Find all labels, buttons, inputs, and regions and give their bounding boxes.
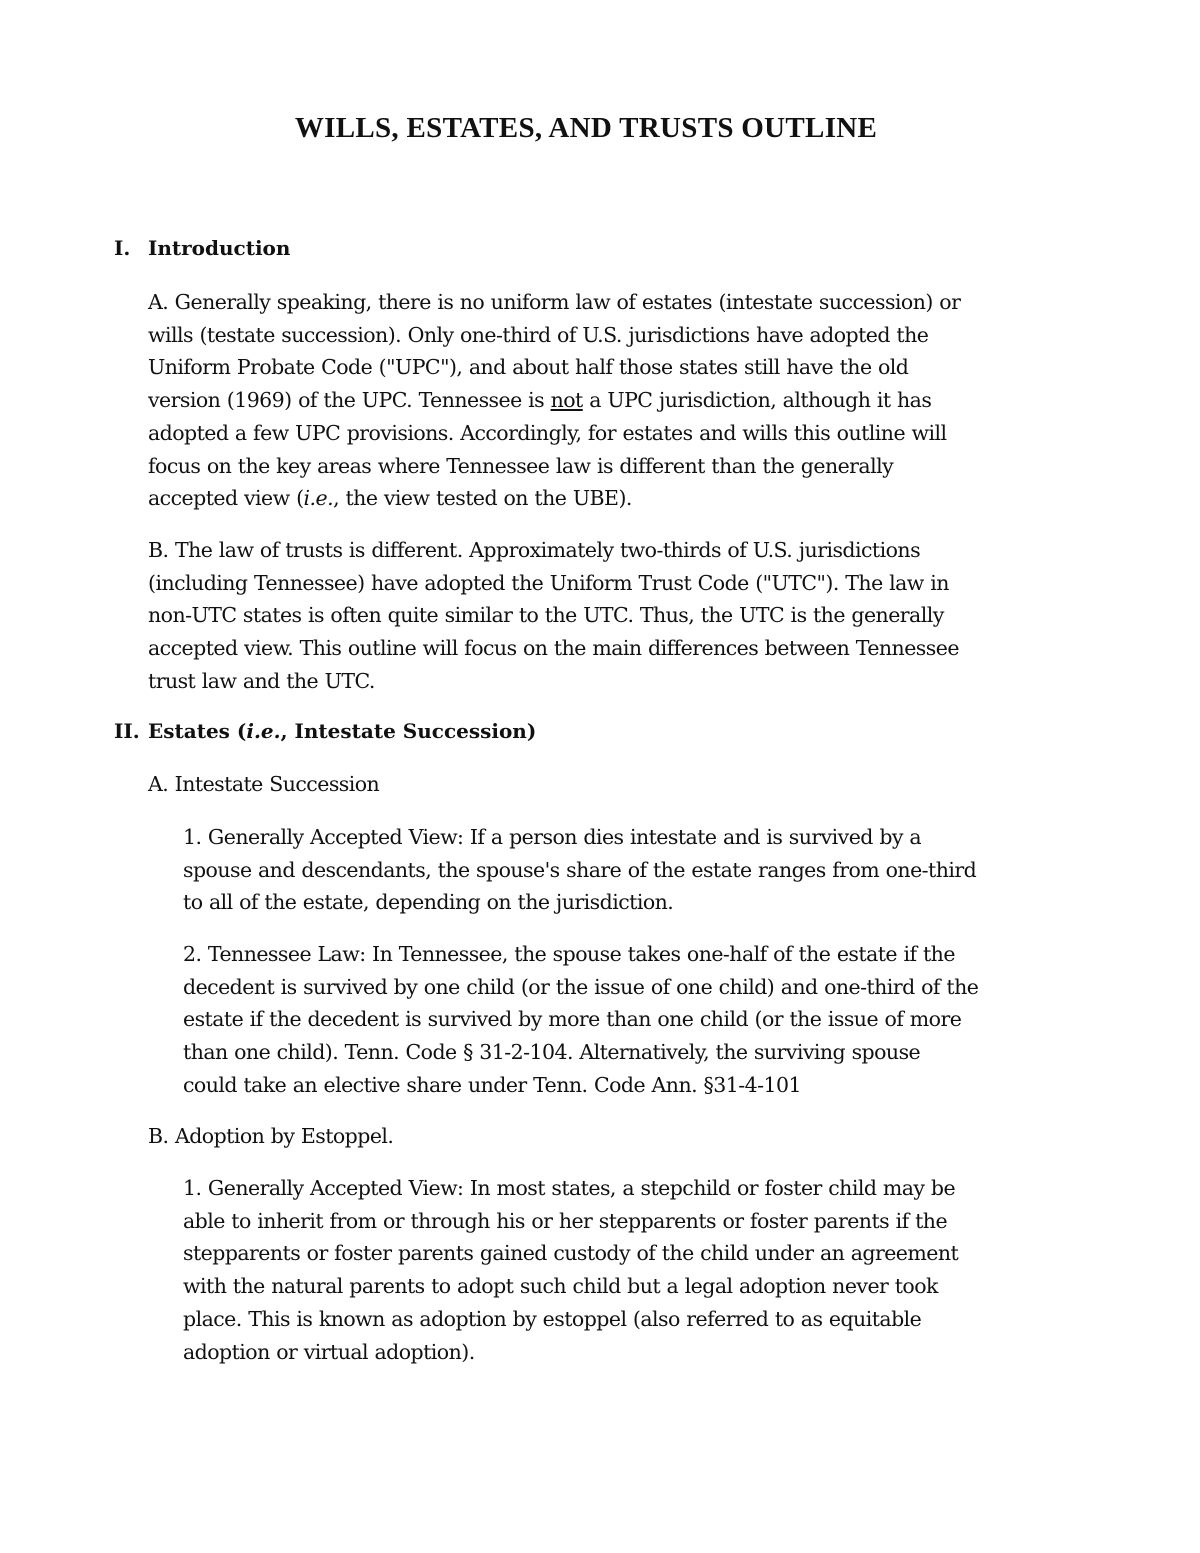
text-line: wills (testate succession). Only one-third of U.S. jurisdictions have adopted the xyxy=(148,322,929,347)
paragraph-tennessee-law xyxy=(183,938,978,1102)
text-line: Uniform Probate Code ("UPC"), and about half those states still have the old xyxy=(148,355,909,380)
text-run: version (1969) of the UPC. Tennessee is xyxy=(148,388,551,413)
text-line: spouse and descendants, the spouse's share of the estate ranges from one-third xyxy=(183,857,977,882)
subheading-adoption-by-estoppel xyxy=(148,1120,393,1153)
text-line: A. Generally speaking, there is no uniform law of estates (intestate succession) or xyxy=(148,290,961,314)
section-heading-introduction xyxy=(114,236,290,260)
text-line: A. Intestate Succession xyxy=(148,772,380,796)
text-line: adoption or virtual adoption). xyxy=(183,1339,475,1364)
text-run: accepted view ( xyxy=(148,486,304,511)
text-run: , the view tested on the UBE). xyxy=(333,486,632,511)
text-line: place. This is known as adoption by estoppel (also referred to as equitable xyxy=(183,1306,922,1331)
paragraph-adoption-generally-accepted-view xyxy=(183,1172,958,1368)
text-run: Estates ( xyxy=(148,719,247,743)
text-line: 1. Generally Accepted View: In most states, a stepchild or foster child may be xyxy=(183,1176,956,1200)
text-line: B. Adoption by Estoppel. xyxy=(148,1124,394,1148)
paragraph-intro-a xyxy=(148,286,960,515)
section-number: I. xyxy=(114,236,131,260)
text-line: adopted a few UPC provisions. Accordingly, for estates and wills this outline will xyxy=(148,420,947,445)
paragraph-intro-b xyxy=(148,534,959,698)
italic-abbreviation: i.e. xyxy=(303,486,334,511)
text-line: decedent is survived by one child (or the issue of one child) and one-third of the xyxy=(183,974,979,999)
text-line: able to inherit from or through his or her stepparents or foster parents if the xyxy=(183,1208,948,1233)
text-line: to all of the estate, depending on the jurisdiction. xyxy=(183,890,674,915)
text-line: could take an elective share under Tenn. Code Ann. §31-4-101 xyxy=(183,1072,801,1097)
underlined-word: not xyxy=(550,388,583,413)
section-number: II. xyxy=(114,719,140,743)
text-run: a UPC jurisdiction, although it has xyxy=(582,388,932,413)
section-heading-estates xyxy=(114,719,536,743)
section-heading-text: Introduction xyxy=(148,236,291,260)
text-line: non-UTC states is often quite similar to the UTC. Thus, the UTC is the generally xyxy=(148,603,944,628)
text-line: 1. Generally Accepted View: If a person dies intestate and is survived by a xyxy=(183,825,922,849)
text-line: with the natural parents to adopt such child but a legal adoption never took xyxy=(183,1274,938,1299)
text-line: (including Tennessee) have adopted the Uniform Trust Code ("UTC"). The law in xyxy=(148,570,949,595)
text-line xyxy=(148,384,960,417)
text-line xyxy=(148,482,960,515)
section-heading-text xyxy=(148,719,536,743)
text-line: 2. Tennessee Law: In Tennessee, the spouse takes one-half of the estate if the xyxy=(183,942,955,966)
subheading-intestate-succession xyxy=(148,768,379,801)
text-line: stepparents or foster parents gained custody of the child under an agreement xyxy=(183,1241,959,1266)
paragraph-generally-accepted-view xyxy=(183,821,976,919)
italic-abbreviation: i.e. xyxy=(246,719,281,743)
text-line: focus on the key areas where Tennessee law is different than the generally xyxy=(148,453,894,478)
text-line: trust law and the UTC. xyxy=(148,668,375,693)
text-line: than one child). Tenn. Code § 31-2-104. Alternatively, the surviving spouse xyxy=(183,1040,921,1065)
text-line: B. The law of trusts is different. Approximately two-thirds of U.S. jurisdictions xyxy=(148,538,921,562)
text-run: , Intestate Succession) xyxy=(280,719,537,743)
text-line: accepted view. This outline will focus on the main differences between Tennessee xyxy=(148,636,959,661)
document-title: WILLS, ESTATES, AND TRUSTS OUTLINE xyxy=(294,112,878,144)
text-line: estate if the decedent is survived by more than one child (or the issue of more xyxy=(183,1007,962,1032)
